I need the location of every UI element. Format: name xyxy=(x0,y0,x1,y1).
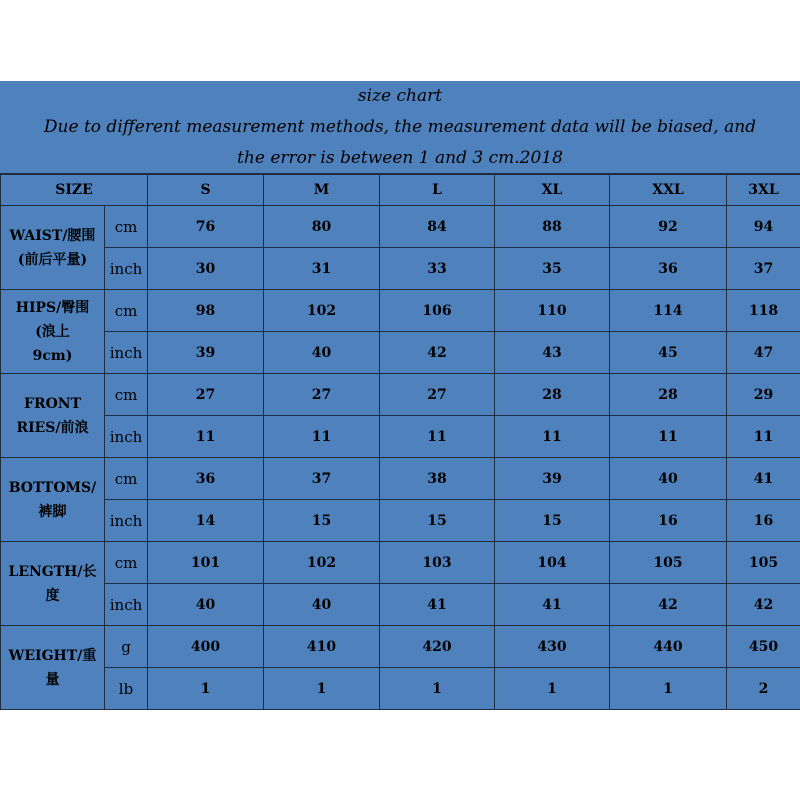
value-cell: 28 xyxy=(610,374,727,416)
value-cell: 27 xyxy=(380,374,495,416)
size-header: XL xyxy=(495,175,610,206)
unit-cell: inch xyxy=(105,584,148,626)
value-cell: 102 xyxy=(264,542,380,584)
measurement-category-line: 度 xyxy=(45,587,60,604)
value-cell: 41 xyxy=(727,458,800,500)
value-cell: 98 xyxy=(148,290,264,332)
value-cell: 76 xyxy=(148,206,264,248)
unit-cell: cm xyxy=(105,290,148,332)
measurement-category-line: 裤脚 xyxy=(38,503,67,520)
measurement-category-line: HIPS/臀围 xyxy=(15,299,90,316)
value-cell: 104 xyxy=(495,542,610,584)
measurement-category-line: (前后平量) xyxy=(17,251,88,268)
value-cell: 88 xyxy=(495,206,610,248)
unit-cell: inch xyxy=(105,248,148,290)
value-cell: 430 xyxy=(495,626,610,668)
table-row xyxy=(1,542,800,584)
measurement-note-line-2: the error is between 1 and 3 cm.2018 xyxy=(237,148,563,168)
unit-cell: g xyxy=(105,626,148,668)
unit-cell: inch xyxy=(105,416,148,458)
value-cell: 15 xyxy=(495,500,610,542)
value-cell: 41 xyxy=(495,584,610,626)
value-cell: 38 xyxy=(380,458,495,500)
value-cell: 15 xyxy=(380,500,495,542)
size-header: S xyxy=(148,175,264,206)
table-row xyxy=(1,626,800,668)
table-row xyxy=(1,206,800,248)
value-cell: 84 xyxy=(380,206,495,248)
value-cell: 103 xyxy=(380,542,495,584)
value-cell: 105 xyxy=(727,542,800,584)
size-header: M xyxy=(264,175,380,206)
value-cell: 41 xyxy=(380,584,495,626)
value-cell: 27 xyxy=(264,374,380,416)
measurement-category xyxy=(1,206,105,290)
value-cell: 42 xyxy=(380,332,495,374)
measurement-category-line: RIES/前浪 xyxy=(16,419,89,436)
table-row xyxy=(1,374,800,416)
value-cell: 11 xyxy=(148,416,264,458)
size-chart xyxy=(0,81,800,710)
size-header-row xyxy=(1,175,800,206)
value-cell: 11 xyxy=(264,416,380,458)
value-cell: 36 xyxy=(610,248,727,290)
value-cell: 42 xyxy=(727,584,800,626)
measurement-category-line: 9cm) xyxy=(32,347,73,364)
value-cell: 35 xyxy=(495,248,610,290)
value-cell: 400 xyxy=(148,626,264,668)
value-cell: 16 xyxy=(727,500,800,542)
size-table-body xyxy=(1,206,800,710)
table-row xyxy=(1,290,800,332)
value-cell: 45 xyxy=(610,332,727,374)
chart-title: size chart xyxy=(357,86,443,106)
measurement-category xyxy=(1,290,105,374)
value-cell: 102 xyxy=(264,290,380,332)
value-cell: 39 xyxy=(495,458,610,500)
unit-cell: lb xyxy=(105,668,148,710)
unit-cell: inch xyxy=(105,500,148,542)
measurement-category-line: WEIGHT/重 xyxy=(8,647,97,664)
measurement-category-line: BOTTOMS/ xyxy=(8,479,97,496)
value-cell: 28 xyxy=(495,374,610,416)
table-row xyxy=(1,500,800,542)
unit-cell: cm xyxy=(105,458,148,500)
value-cell: 40 xyxy=(148,584,264,626)
size-header: 3XL xyxy=(727,175,800,206)
unit-cell: cm xyxy=(105,542,148,584)
value-cell: 29 xyxy=(727,374,800,416)
size-table xyxy=(0,174,800,710)
value-cell: 106 xyxy=(380,290,495,332)
value-cell: 2 xyxy=(727,668,800,710)
value-cell: 118 xyxy=(727,290,800,332)
value-cell: 1 xyxy=(495,668,610,710)
value-cell: 101 xyxy=(148,542,264,584)
value-cell: 440 xyxy=(610,626,727,668)
size-header: L xyxy=(380,175,495,206)
value-cell: 1 xyxy=(148,668,264,710)
value-cell: 42 xyxy=(610,584,727,626)
unit-cell: cm xyxy=(105,206,148,248)
value-cell: 47 xyxy=(727,332,800,374)
value-cell: 92 xyxy=(610,206,727,248)
measurement-category xyxy=(1,458,105,542)
size-header: XXL xyxy=(610,175,727,206)
value-cell: 110 xyxy=(495,290,610,332)
value-cell: 1 xyxy=(610,668,727,710)
table-row xyxy=(1,248,800,290)
value-cell: 15 xyxy=(264,500,380,542)
unit-cell: inch xyxy=(105,332,148,374)
value-cell: 30 xyxy=(148,248,264,290)
value-cell: 1 xyxy=(264,668,380,710)
measurement-category-line: FRONT xyxy=(24,395,81,412)
value-cell: 37 xyxy=(264,458,380,500)
value-cell: 43 xyxy=(495,332,610,374)
value-cell: 11 xyxy=(380,416,495,458)
value-cell: 11 xyxy=(495,416,610,458)
measurement-category-line: 量 xyxy=(45,671,60,688)
measurement-category xyxy=(1,374,105,458)
chart-header xyxy=(0,81,800,174)
value-cell: 80 xyxy=(264,206,380,248)
table-row xyxy=(1,416,800,458)
value-cell: 40 xyxy=(264,584,380,626)
value-cell: 39 xyxy=(148,332,264,374)
table-row xyxy=(1,332,800,374)
measurement-category xyxy=(1,542,105,626)
value-cell: 94 xyxy=(727,206,800,248)
value-cell: 105 xyxy=(610,542,727,584)
unit-cell: cm xyxy=(105,374,148,416)
measurement-note-line-1: Due to different measurement methods, the measurement data will be biased, and xyxy=(43,117,757,137)
measurement-category-line: WAIST/腰围 xyxy=(9,227,96,244)
value-cell: 36 xyxy=(148,458,264,500)
measurement-category xyxy=(1,626,105,710)
value-cell: 40 xyxy=(264,332,380,374)
value-cell: 11 xyxy=(727,416,800,458)
size-label: SIZE xyxy=(1,175,148,206)
value-cell: 40 xyxy=(610,458,727,500)
value-cell: 114 xyxy=(610,290,727,332)
table-row xyxy=(1,668,800,710)
value-cell: 27 xyxy=(148,374,264,416)
value-cell: 37 xyxy=(727,248,800,290)
measurement-category-line: LENGTH/长 xyxy=(8,563,97,580)
measurement-category-line: (浪上 xyxy=(35,323,70,340)
value-cell: 1 xyxy=(380,668,495,710)
table-row xyxy=(1,584,800,626)
value-cell: 14 xyxy=(148,500,264,542)
table-row xyxy=(1,458,800,500)
value-cell: 420 xyxy=(380,626,495,668)
value-cell: 33 xyxy=(380,248,495,290)
value-cell: 410 xyxy=(264,626,380,668)
value-cell: 16 xyxy=(610,500,727,542)
value-cell: 31 xyxy=(264,248,380,290)
value-cell: 450 xyxy=(727,626,800,668)
value-cell: 11 xyxy=(610,416,727,458)
